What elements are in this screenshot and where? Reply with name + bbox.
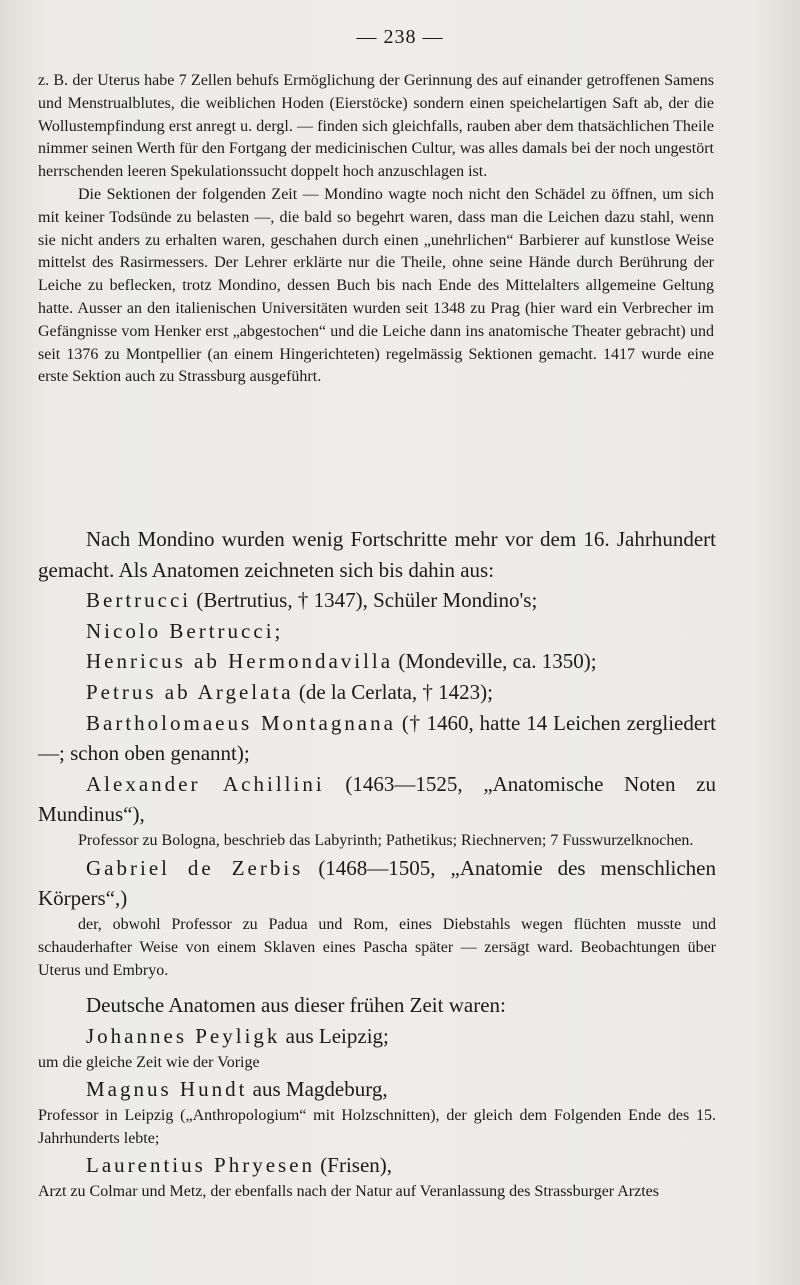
paragraph-continuation: z. B. der Uterus habe 7 Zellen behufs Ermöglichung der Gerinnung des auf einander getroffenen Samens und Menstrualblutes, die weiblichen Hoden (Eierstöcke) sondern einen speichelartigen Saft ab, der die Wollustempfindung erst anregt u. dergl. — finden sich gleichfalls, rauben aber dem thatsächlichen Theile nimmer seinen Werth für den Fortgang der medicinischen Cultur, was alles damals bei der noch ungestört herrschenden leeren Spekulationssucht doppelt hoch anzuschlagen ist.: [38, 72, 714, 181]
anatomists-intro: Nach Mondino wurden wenig Fortschritte mehr vor dem 16. Jahrhundert gemacht. Als Anatomen zeichneten sich bis dahin aus:: [38, 527, 716, 582]
entry-hundt: Magnus Hundt aus Magdeburg,: [86, 1077, 388, 1102]
note-zerbis: der, obwohl Professor zu Padua und Rom, eines Diebstahls wegen flüchten musste und schauderhafter Weise von einem Sklaven eines Pascha später — zersägt ward. Beobachtungen über Uterus und Embryo.: [38, 915, 716, 979]
note-achillini: Professor zu Bologna, beschrieb das Labyrinth; Pathetikus; Riechnerven; 7 Fusswurzelknochen.: [78, 831, 694, 849]
entry-bartholomaeus: Bartholomaeus Montagnana († 1460, hatte 14 Leichen zergliedert —; schon oben genannt);: [38, 710, 717, 766]
name-phryesen: Laurentius Phryesen: [86, 1153, 316, 1178]
entry-achillini: Alexander Achillini (1463—1525, „Anatomische Noten zu Mundinus“),: [38, 771, 716, 827]
note-peyligk: um die gleiche Zeit wie der Vorige: [38, 1053, 260, 1071]
entry-petrus: Petrus ab Argelata (de la Cerlata, † 1423);: [86, 679, 494, 704]
entry-phryesen: Laurentius Phryesen (Frisen),: [86, 1153, 393, 1178]
entry-zerbis: Gabriel de Zerbis (1468—1505, „Anatomie des menschlichen Körpers“,): [38, 855, 716, 911]
name-hundt: Magnus Hundt: [86, 1077, 248, 1102]
name-henricus: Henricus ab Hermondavilla: [86, 649, 394, 674]
name-bertrucci: Bertrucci: [86, 588, 192, 613]
page-number: — 238 —: [356, 26, 444, 48]
name-nicolo: Nicolo Bertrucci: [86, 618, 275, 643]
name-achillini: Alexander Achillini: [86, 771, 325, 796]
anatomists-section: [38, 524, 716, 1204]
name-peyligk: Johannes Peyligk: [86, 1023, 281, 1048]
name-zerbis: Gabriel de Zerbis: [86, 855, 304, 880]
entry-henricus: Henricus ab Hermondavilla (Mondeville, ca. 1350);: [86, 649, 597, 674]
note-phryesen: Arzt zu Colmar und Metz, der ebenfalls nach der Natur auf Veranlassung des Strassburger Arztes: [38, 1183, 659, 1201]
name-petrus: Petrus ab Argelata: [86, 679, 294, 704]
entry-peyligk: Johannes Peyligk aus Leipzig;: [86, 1023, 389, 1048]
german-anatomists-intro: Deutsche Anatomen aus dieser frühen Zeit waren:: [86, 993, 506, 1018]
entry-bertrucci: Bertrucci (Bertrutius, † 1347), Schüler Mondino's;: [86, 588, 538, 613]
paragraph-sektionen: Die Sektionen der folgenden Zeit — Mondino wagte noch nicht den Schädel zu öffnen, um sich mit keiner Todsünde zu belasten —, die bald so begehrt waren, dass man die Leichen dazu stahl, wenn sie nicht anders zu erhalten waren, geschahen durch einen „unehrlichen“ Barbierer auf kunstlose Weise mittelst des Rasirmessers. Der Lehrer erklärte nur die Theile, ohne seine Hände durch Berührung der Leiche zu beflecken, trotz Mondino, dessen Buch bis nach Ende des Mittelalters allgemeine Geltung hatte. Ausser an den italienischen Universitäten wurden seit 1348 zu Prag (hier ward ein Verbrecher im Gefängnisse vom Henker erst „abgestochen“ und die Leiche dann ins anatomische Theater gebracht) und seit 1376 zu Montpellier (an einem Hingerichteten) regelmässig Sektionen gemacht. 1417 wurde eine erste Sektion auch zu Strassburg ausgeführt.: [38, 185, 714, 386]
name-bartholomaeus: Bartholomaeus Montagnana: [86, 710, 396, 735]
small-text-block: [38, 70, 714, 389]
note-hundt: Professor in Leipzig („Anthropologium“ mit Holzschnitten), der gleich dem Folgenden Ende des 15. Jahrhunderts lebte;: [38, 1106, 716, 1147]
entry-nicolo: Nicolo Bertrucci;: [86, 618, 281, 643]
